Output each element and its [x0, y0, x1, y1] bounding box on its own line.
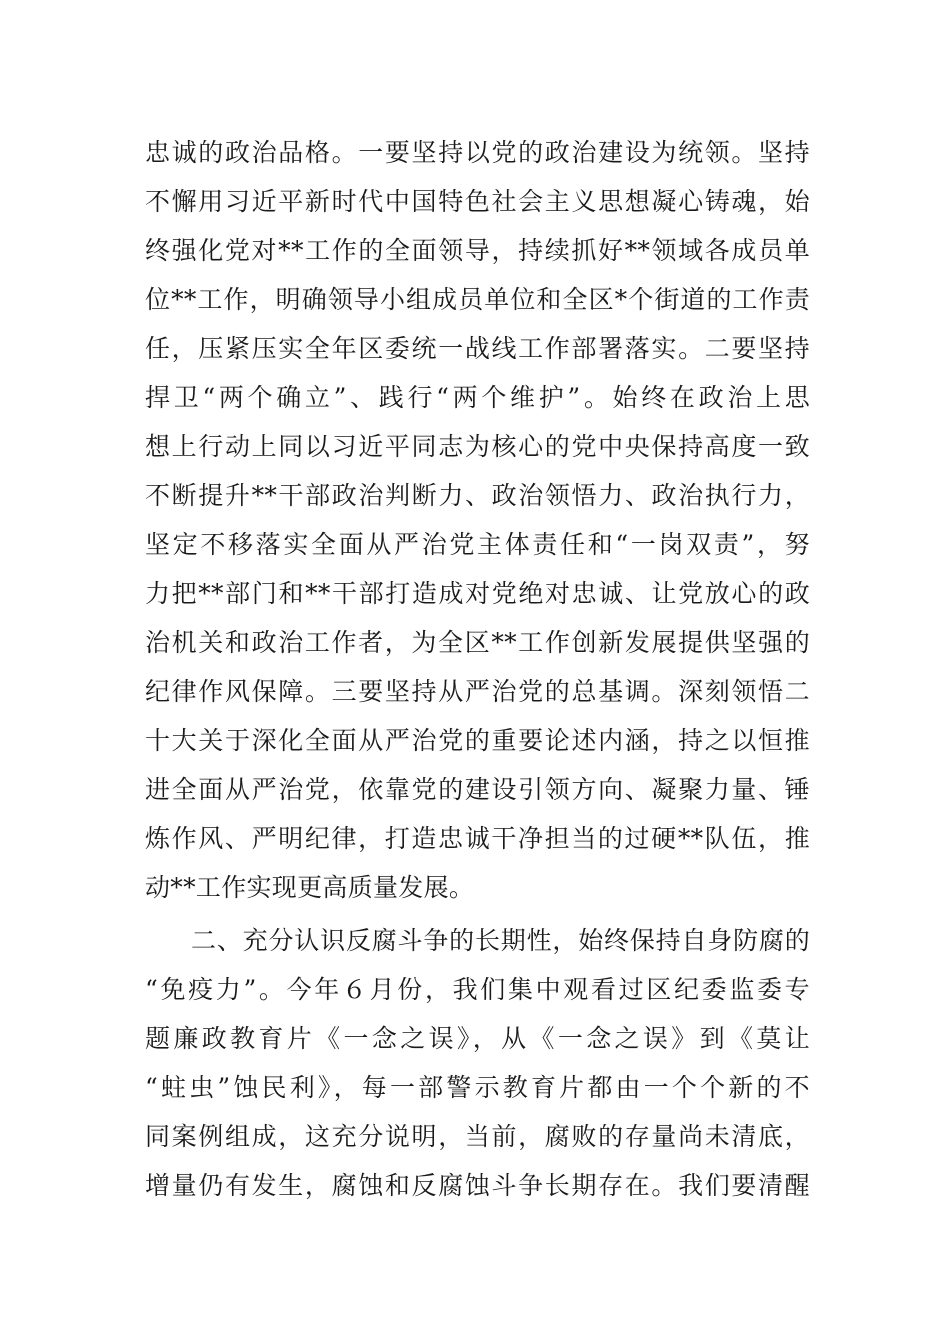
- paragraph-line: 忠诚的政治品格。一要坚持以党的政治建设为统领。坚持: [145, 138, 810, 167]
- paragraph-line: 力把**部门和**干部打造成对党绝对忠诚、让党放心的政: [145, 579, 810, 608]
- paragraph-line: 治机关和政治工作者，为全区**工作创新发展提供坚强的: [145, 628, 810, 657]
- paragraph-2: [145, 916, 810, 1210]
- paragraph-line: 想上行动上同以习近平同志为核心的党中央保持高度一致: [145, 432, 810, 461]
- paragraph-line: 炼作风、严明纪律，打造忠诚干净担当的过硬**队伍，推: [145, 824, 810, 853]
- paragraph-line: 进全面从严治党，依靠党的建设引领方向、凝聚力量、锤: [145, 775, 810, 804]
- paragraph-line: “蛀虫”蚀民利》，每一部警示教育片都由一个个新的不: [145, 1073, 810, 1102]
- paragraph-line: 动**工作实现更高质量发展。: [145, 873, 475, 902]
- paragraph-1: [145, 128, 810, 912]
- paragraph-line: 纪律作风保障。三要坚持从严治党的总基调。深刻领悟二: [145, 677, 810, 706]
- paragraph-line: “免疫力”。今年６月份，我们集中观看过区纪委监委专: [145, 975, 810, 1004]
- paragraph-line: 增量仍有发生，腐蚀和反腐蚀斗争长期存在。我们要清醒: [145, 1171, 810, 1200]
- paragraph-line: 题廉政教育片《一念之误》，从《一念之误》到《莫让: [145, 1024, 810, 1053]
- paragraph-line: 终强化党对**工作的全面领导，持续抓好**领域各成员单: [145, 236, 810, 265]
- paragraph-line: 二、充分认识反腐斗争的长期性，始终保持自身防腐的: [191, 926, 810, 955]
- paragraph-line: 十大关于深化全面从严治党的重要论述内涵，持之以恒推: [145, 726, 810, 755]
- paragraph-line: 不断提升**干部政治判断力、政治领悟力、政治执行力，: [145, 481, 810, 510]
- paragraph-line: 坚定不移落实全面从严治党主体责任和“一岗双责”，努: [145, 530, 810, 559]
- paragraph-line: 位**工作，明确领导小组成员单位和全区*个街道的工作责: [145, 285, 810, 314]
- paragraph-line: 同案例组成，这充分说明，当前，腐败的存量尚未清底，: [145, 1122, 810, 1151]
- paragraph-line: 不懈用习近平新时代中国特色社会主义思想凝心铸魂，始: [145, 187, 810, 216]
- paragraph-line: 捍卫“两个确立”、践行“两个维护”。始终在政治上思: [145, 383, 810, 412]
- paragraph-line: 任，压紧压实全年区委统一战线工作部署落实。二要坚持: [145, 334, 810, 363]
